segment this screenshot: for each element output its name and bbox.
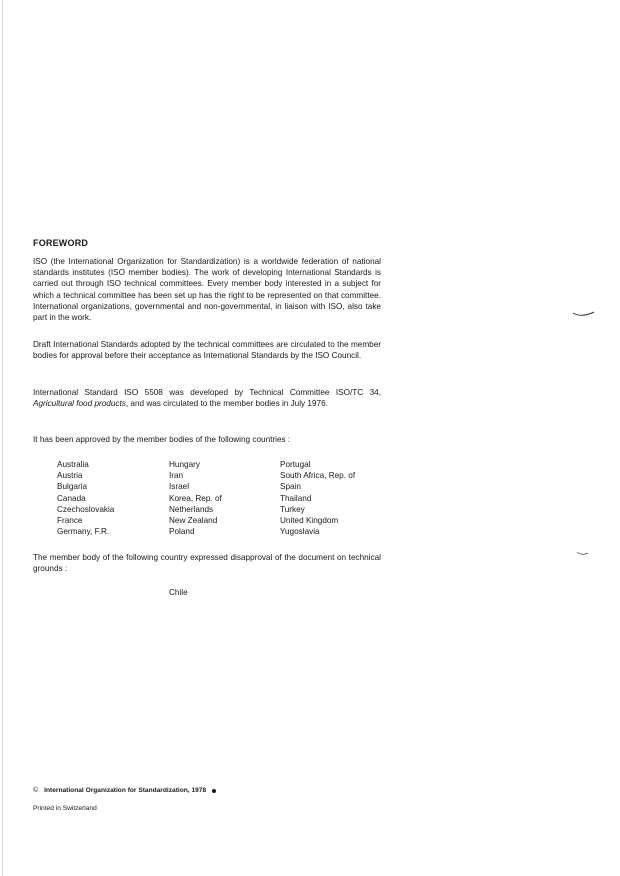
country-item: Czechoslovakia (57, 504, 115, 514)
countries-column-3 (280, 459, 355, 537)
foreword-heading: FOREWORD (33, 238, 89, 248)
countries-column-2 (169, 459, 222, 537)
pen-mark-icon (576, 550, 590, 558)
copyright-symbol: © (33, 787, 39, 794)
country-item: Netherlands (169, 504, 214, 514)
development-text-start: International Standard ISO 5508 was developed by Technical Committee ISO/TC 34, (33, 388, 381, 397)
country-item: Spain (280, 482, 301, 492)
copyright-line (33, 787, 216, 794)
country-item: Hungary (169, 460, 200, 469)
country-item: United Kingdom (280, 516, 339, 526)
country-item: Poland (169, 527, 195, 537)
paragraph-development (33, 387, 381, 409)
paragraph-draft-standards: Draft International Standards adopted by the technical committees are circulated to the member bodies for approval before their acceptance as International Standards by the ISO Council. (33, 340, 381, 361)
country-item: Korea, Rep. of (169, 493, 222, 503)
approval-intro: It has been approved by the member bodies of the following countries : (33, 435, 291, 444)
copyright-text: International Organization for Standardization, 1978 (44, 787, 207, 794)
country-item: Austria (57, 471, 83, 481)
disapproval-intro: The member body of the following country expressed disapproval of the document on technical grounds : (33, 553, 381, 574)
country-item: Yugoslavia (280, 527, 320, 537)
country-item: Portugal (280, 460, 311, 469)
country-item: Iran (169, 471, 184, 481)
country-item: Israel (169, 482, 190, 492)
page-edge-line (2, 0, 3, 876)
committee-title: Agricultural food products (33, 399, 126, 409)
countries-column-1 (57, 459, 114, 537)
printed-in: Printed in Switzerland (33, 805, 97, 812)
country-item: Canada (57, 493, 86, 503)
country-item: South Africa, Rep. of (280, 471, 356, 481)
country-item: Thailand (280, 493, 312, 503)
country-item: Australia (57, 460, 89, 469)
development-text-end: , and was circulated to the member bodies in July 1976. (125, 399, 328, 409)
country-item: Turkey (280, 504, 305, 514)
country-item: France (57, 516, 83, 526)
country-item: New Zealand (169, 516, 218, 526)
paragraph-iso-intro: ISO (the International Organization for Standardization) is a worldwide federation of national standards institutes (ISO member bodies). The work of developing International Standards is carried out through ISO technical committees. Every member body interested in a subject for which a technical committee has been set up has the right to be represented on that committee. International organizations, governmental and non-governmental, in liaison with ISO, also take part in the work. (33, 257, 381, 323)
pen-mark-icon (572, 310, 596, 320)
disapproving-country: Chile (169, 588, 188, 597)
country-item: Bulgaria (57, 482, 88, 492)
bullet-dot-icon (212, 789, 216, 793)
country-item: Germany, F.R. (57, 527, 110, 537)
